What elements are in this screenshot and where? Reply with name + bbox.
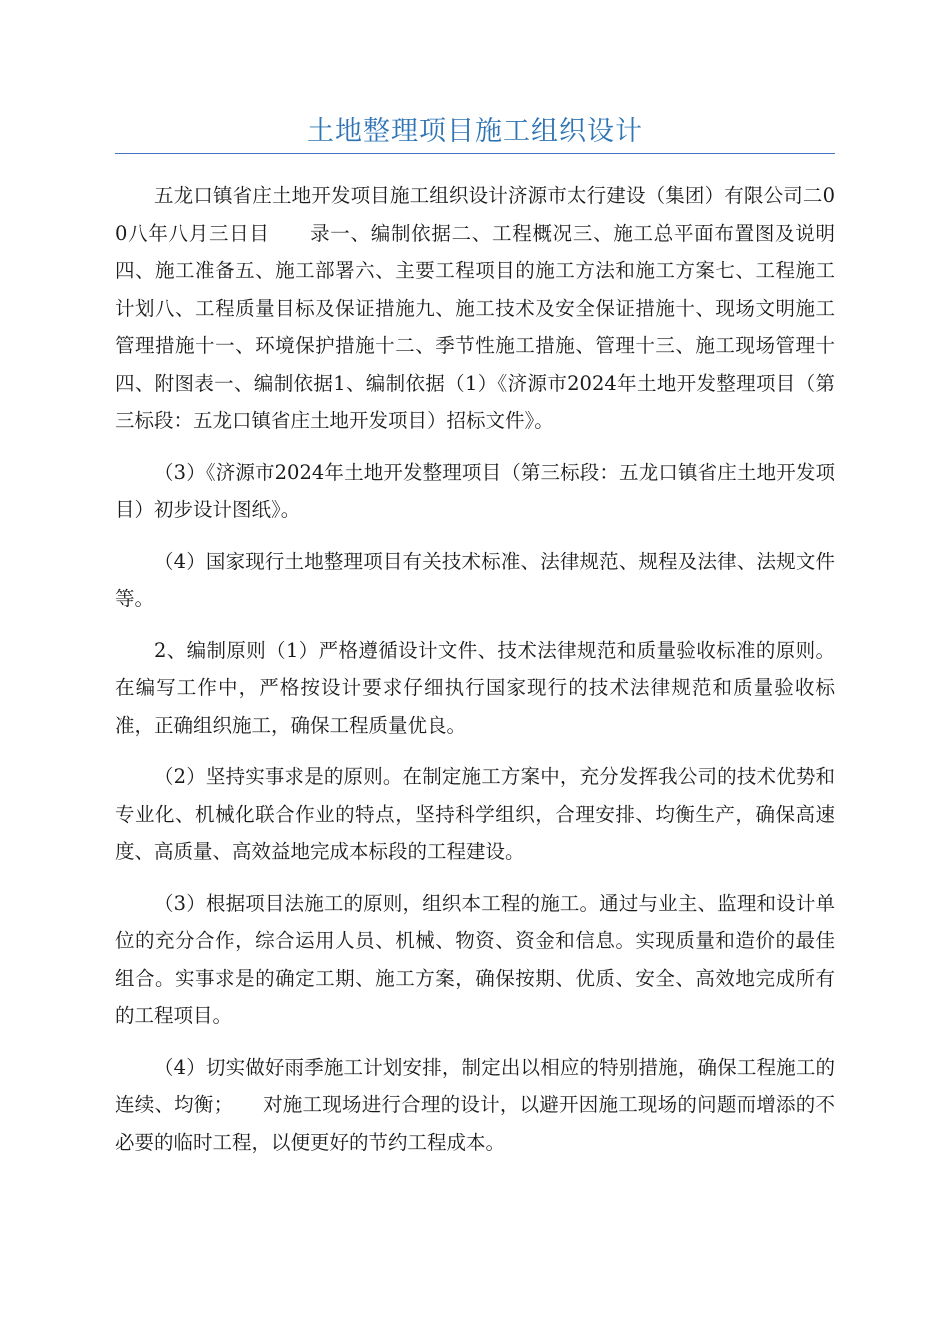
document-title: 土地整理项目施工组织设计 — [307, 116, 643, 147]
paragraph-principle-1: 2、编制原则（1）严格遵循设计文件、技术法律规范和质量验收标准的原则。在编写工作中，严格按设计要求仔细执行国家现行的技术法律规范和质量验收标准，正确组织施工，确保工程质量优良。 — [115, 638, 835, 737]
paragraph-basis-4: （4）国家现行土地整理项目有关技术标准、法律规范、规程及法律、法规文件等。 — [115, 549, 835, 610]
paragraph-principle-3: （3）根据项目法施工的原则，组织本工程的施工。通过与业主、监理和设计单位的充分合作，综合运用人员、机械、物资、资金和信息。实现质量和造价的最佳组合。实事求是的确定工期、施工方案，确保按期、优质、安全、高效地完成所有的工程项目。 — [115, 891, 835, 1027]
paragraph-basis-3: （3）《济源市2024年土地开发整理项目（第三标段：五龙口镇省庄土地开发项目）初步设计图纸》。 — [115, 460, 835, 521]
paragraph-intro-toc: 五龙口镇省庄土地开发项目施工组织设计济源市太行建设（集团）有限公司二00八年八月三日目 录一、编制依据二、工程概况三、施工总平面布置图及说明四、施工准备五、施工部署六、主要工程项目的施工方法和施工方案七、工程施工计划八、工程质量目标及保证措施九、施工技术及安全保证措施十、现场文明施工管理措施十一、环境保护措施十二、季节性施工措施、管理十三、施工现场管理十四、附图表一、编制依据1、编制依据（1）《济源市2024年土地开发整理项目（第三标段：五龙口镇省庄土地开发项目）招标文件》。 — [115, 184, 835, 432]
paragraph-principle-4: （4）切实做好雨季施工计划安排，制定出以相应的特别措施，确保工程施工的连续、均衡； 对施工现场进行合理的设计，以避开因施工现场的问题而增添的不必要的临时工程，以便更好的节约工程成本。 — [115, 1055, 835, 1154]
title-underline — [115, 153, 835, 154]
paragraph-principle-2: （2）坚持实事求是的原则。在制定施工方案中，充分发挥我公司的技术优势和专业化、机械化联合作业的特点，坚持科学组织，合理安排、均衡生产，确保高速度、高质量、高效益地完成本标段的工程建设。 — [115, 765, 835, 863]
document-body — [115, 177, 835, 1175]
